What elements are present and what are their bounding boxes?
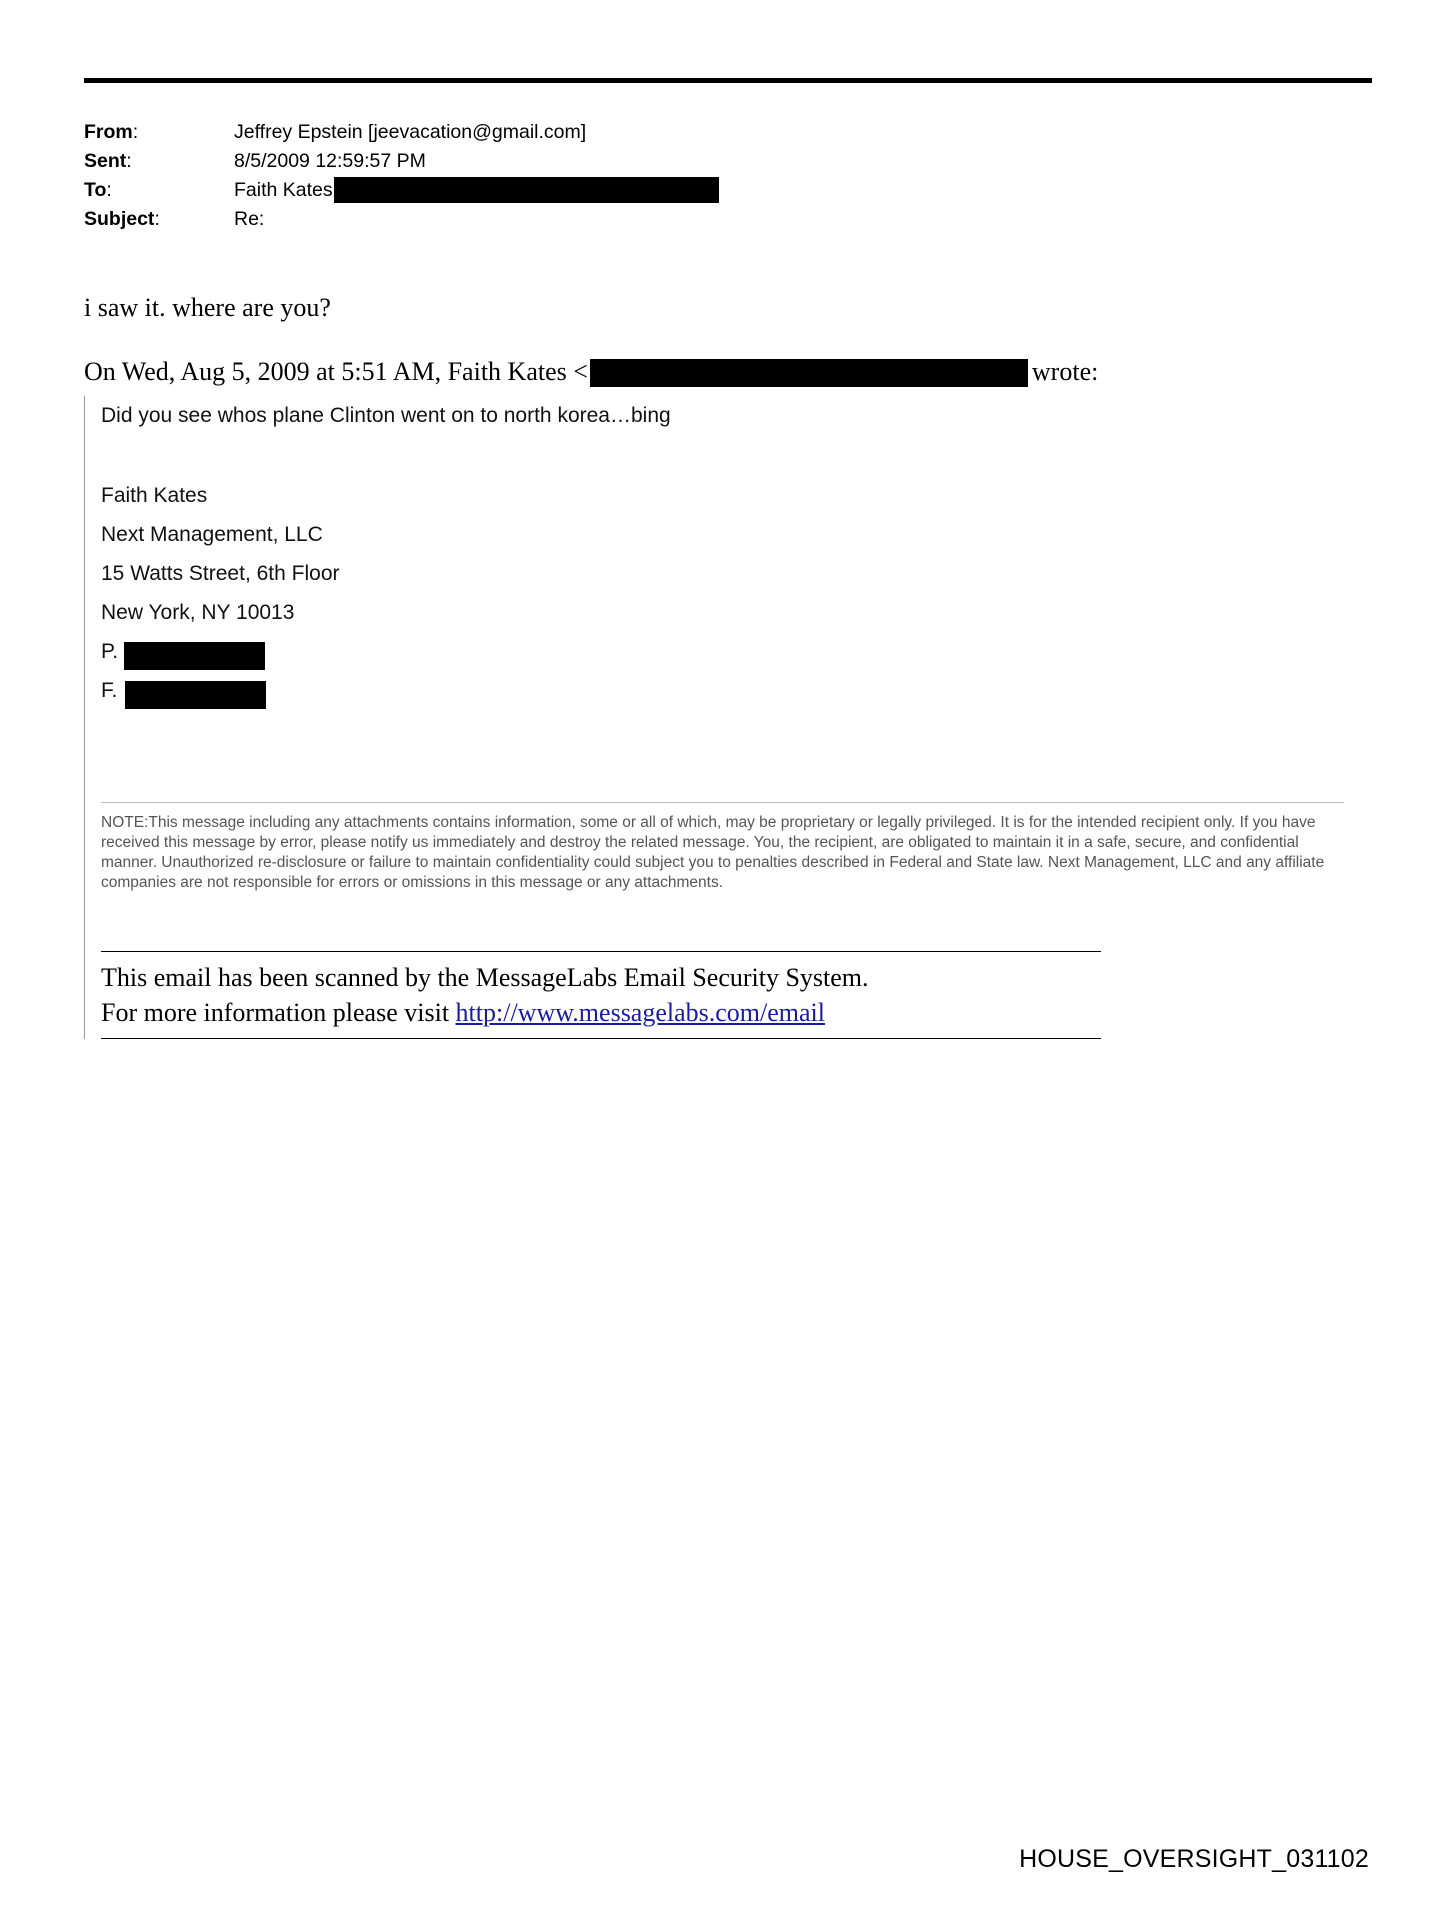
messagelabs-link[interactable]: http://www.messagelabs.com/email (455, 998, 826, 1027)
signature-phone-row (101, 632, 1374, 671)
top-divider-rule (84, 78, 1372, 83)
messagelabs-line1: This email has been scanned by the MessageLabs Email Security System. (101, 963, 869, 992)
note-divider-rule (101, 802, 1344, 803)
header-row-from (84, 118, 1084, 147)
signature-phone-label: P. (101, 640, 119, 663)
signature-spacer (101, 710, 1374, 802)
quoted-message-text: Did you see whos plane Clinton went on to north korea…bing (101, 404, 671, 427)
header-value-to-text: Faith Kates (234, 179, 333, 201)
header-row-to (84, 176, 1084, 205)
email-header-block (84, 118, 1084, 234)
signature-name: Faith Kates (101, 484, 208, 507)
messagelabs-line2 (101, 995, 1101, 1030)
signature-block (101, 476, 1374, 710)
confidentiality-notice: NOTE:This message including any attachments contains information, some or all of which, may be proprietary or legally privileged. It is for the intended recipient only. If you have received this message by error, please notify us immediately and destroy the related message. You, the recipient, are obligated to maintain it in a safe, secure, and confidential manner. Unauthorized re-disclosure or failure to maintain confidentiality could subject you to penalties described in Federal and State law. Next Management, LLC and any affiliate companies are not responsible for errors or omissions in this message or any attachments. (101, 814, 1325, 891)
redaction-bar-phone (124, 642, 265, 670)
header-value-sent: 8/5/2009 12:59:57 PM (234, 150, 426, 172)
header-label-subject: Subject: (84, 208, 160, 230)
quote-attribution-prefix: On Wed, Aug 5, 2009 at 5:51 AM, Faith Kates < (84, 357, 588, 386)
messagelabs-block (101, 951, 1101, 1039)
signature-fax-row (101, 671, 1374, 710)
messagelabs-text (101, 952, 1101, 1038)
header-label-sent: Sent: (84, 150, 132, 172)
quote-attribution-line (84, 357, 1098, 387)
messagelabs-line2-prefix: For more information please visit (101, 998, 456, 1027)
header-label-from: From: (84, 121, 139, 143)
reply-body-text: i saw it. where are you? (84, 293, 331, 322)
redaction-bar-fax (125, 681, 266, 709)
quote-attribution-suffix: wrote: (1031, 357, 1099, 386)
header-row-subject (84, 205, 1084, 234)
header-row-sent (84, 147, 1084, 176)
header-value-subject: Re: (234, 208, 265, 230)
signature-address-line2: New York, NY 10013 (101, 601, 295, 624)
bates-number: HOUSE_OVERSIGHT_031102 (1019, 1845, 1369, 1873)
signature-address-line1: 15 Watts Street, 6th Floor (101, 562, 340, 585)
redaction-bar-to (334, 177, 719, 203)
quoted-message-block (84, 396, 1374, 1039)
header-value-to (234, 176, 1084, 205)
redaction-bar-quoted-email (590, 359, 1028, 387)
header-value-from: Jeffrey Epstein [jeevacation@gmail.com] (234, 121, 587, 143)
signature-fax-label: F. (101, 679, 118, 702)
messagelabs-bottom-rule (101, 1038, 1101, 1039)
signature-company: Next Management, LLC (101, 523, 323, 546)
header-label-to: To: (84, 179, 112, 201)
